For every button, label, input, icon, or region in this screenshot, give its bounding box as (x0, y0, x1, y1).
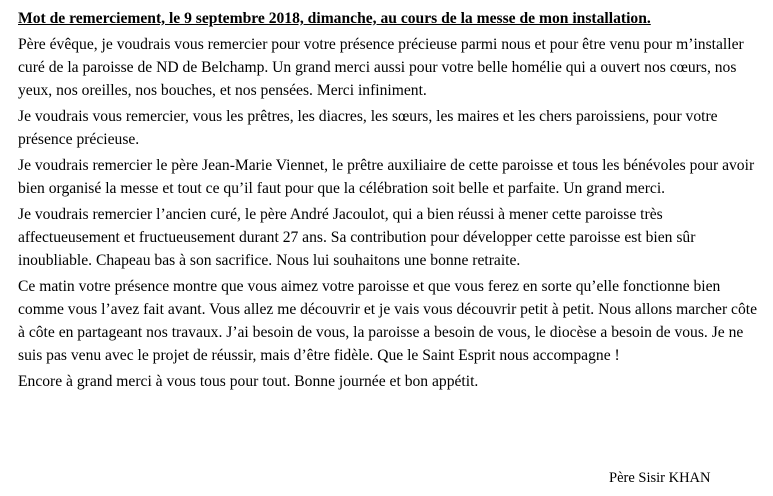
paragraph-thanks-bishop: Père évêque, je voudrais vous remercier pour votre présence précieuse parmi nous et pour être venu pour m’installer curé de la paroisse de ND de Belchamp. Un grand merci aussi pour votre belle homélie qui a ouvert nos cœurs, nos yeux, nos oreilles, nos bouches, et nos pensées. Merci infiniment. (18, 36, 744, 99)
paragraph-parish-presence: Ce matin votre présence montre que vous aimez votre paroisse et que vous ferez en sorte qu’elle fonctionne bien comme vous l’avez fait avant. Vous allez me découvrir et je vais vous découvrir petit à petit. Nous allons marcher côte à côte en partageant nos travaux. J’ai besoin de vous, la paroisse a besoin de vous, le diocèse a besoin de vous. Je ne suis pas venu avec le projet de réussir, mais d’être fidèle. Que le Saint Esprit nous accompagne ! (18, 278, 758, 364)
signature: Père Sisir KHAN (609, 470, 711, 486)
letter-body (18, 8, 760, 396)
paragraph-thanks-volunteers: Je voudrais remercier le père Jean-Marie Viennet, le prêtre auxiliaire de cette paroisse et tous les bénévoles pour avoir bien organisé la messe et tout ce qu’il faut pour que la célébration soit belle et parfaite. Un grand merci. (18, 157, 755, 197)
paragraph-thanks-clergy: Je voudrais vous remercier, vous les prêtres, les diacres, les sœurs, les maires et les chers paroissiens, pour votre présence précieuse. (18, 108, 718, 148)
paragraph-thanks-former-priest: Je voudrais remercier l’ancien curé, le père André Jacoulot, qui a bien réussi à mener cette paroisse très affectueusement et fructueusement durant 27 ans. Sa contribution pour développer cette paroisse est bien sûr inoubliable. Chapeau bas à son sacrifice. Nous lui souhaitons une bonne retraite. (18, 206, 696, 269)
document-title: Mot de remerciement, le 9 septembre 2018, dimanche, au cours de la messe de mon installation. (18, 10, 651, 27)
paragraph-closing: Encore à grand merci à vous tous pour tout. Bonne journée et bon appétit. (18, 373, 479, 390)
